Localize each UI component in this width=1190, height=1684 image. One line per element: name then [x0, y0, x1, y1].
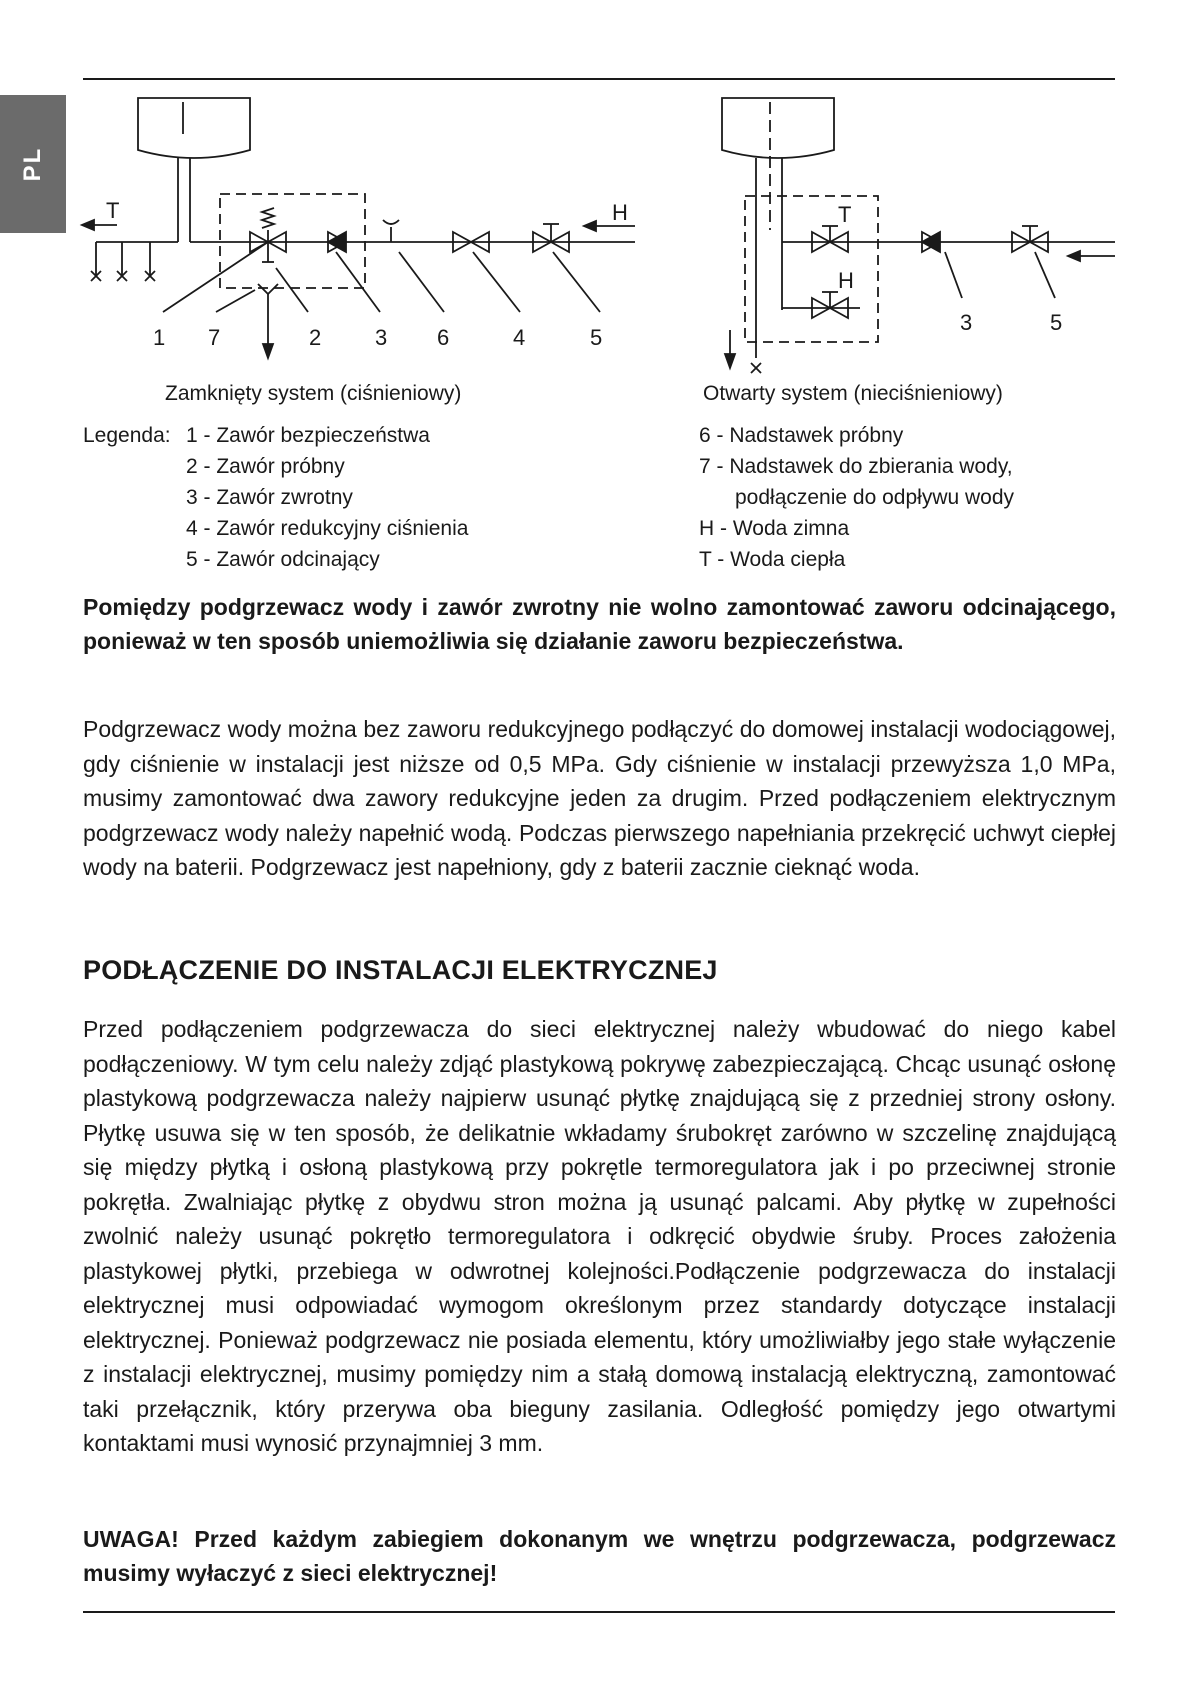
label-hot-left: T: [106, 198, 120, 223]
legend-title: Legenda:: [83, 424, 171, 447]
legend-right-column: [699, 420, 1014, 575]
warning-disconnect: UWAGA! Przed każdym zabiegiem dokonanym we wnętrzu podgrzewacza, podgrzewacz musimy wyłaczyć z sieci elektrycznej!: [83, 1526, 1116, 1586]
diagram-label-4: 4: [513, 325, 526, 350]
caption-closed-system: Zamknięty system (ciśnieniowy): [165, 382, 462, 405]
legend-item: 1 - Zawór bezpieczeństwa: [186, 424, 430, 447]
diagram-label-5: 5: [590, 325, 603, 350]
legend-item: 3 - Zawór zwrotny: [186, 486, 353, 509]
warning-check-valve: Pomiędzy podgrzewacz wody i zawór zwrotny nie wolno zamontować zaworu odcinającego, ponieważ w ten sposób uniemożliwia się działanie zaworu bezpieczeństwa.: [83, 594, 1116, 654]
paragraph-electrical-connection: Przed podłączeniem podgrzewacza do sieci elektrycznej należy wbudować do niego kabel podłączeniowy. W tym celu należy zdjąć plastykową pokrywę zabezpieczającą. Chcąc usunąć osłonę plastykową podgrzewacza należy najpierw usunąć płytkę znajdującą się z przedniej strony osłony. Płytkę usuwa się w ten sposób, że delikatnie wkładamy śrubokręt zarówno w szczelinę znajdującą się między płytką i osłoną plastykową przy pokrętle termoregulatora jak i po przeciwnej stronie pokrętła. Zwalniając płytkę z obydwu stron można ją usunąć palcami. Aby płytkę w zupełności zwolnić należy usunąć pokrętło termoregulatora i odkręcić obydwie śruby. Proces założenia plastykowej płytki, przebiega w odwrotnej kolejności.Podłączenie podgrzewacza do instalacji elektrycznej musi odpowiadać wymogom określonym przez standardy dotyczące instalacji elektrycznej. Ponieważ podgrzewacz nie posiada elementu, który umożliwiałby jego stałe wyłączenie z instalacji elektrycznej, musimy pomiędzy nim a stałą domową instalacją elektryczną, zamontować taki przełącznik, który przerywa oba bieguny zasilania. Odległość pomiędzy jego otwartymi kontaktami musi wynosić przynajmniej 3 mm.: [83, 1016, 1116, 1456]
legend-left-column: [186, 420, 468, 575]
legend-item: 2 - Zawór próbny: [186, 455, 345, 478]
legend-item: 5 - Zawór odcinający: [186, 548, 380, 571]
diagram-label-3-open: 3: [960, 310, 973, 335]
diagram-label-5-open: 5: [1050, 310, 1063, 335]
diagram-label-7: 7: [208, 325, 221, 350]
language-tab-label: PL: [19, 146, 46, 182]
diagram-label-6: 6: [437, 325, 450, 350]
legend-item: 6 - Nadstawek próbny: [699, 424, 904, 447]
bottom-rule: [83, 1611, 1115, 1613]
label-cold-left: H: [612, 200, 628, 225]
diagram-label-3: 3: [375, 325, 388, 350]
legend-item: H - Woda zimna: [699, 517, 850, 540]
heater-tank-left: [138, 98, 250, 158]
closed-system-diagram: [82, 98, 635, 358]
label-hot-right: T: [838, 202, 852, 227]
diagram-label-1: 1: [153, 325, 166, 350]
installation-diagram: [0, 80, 1190, 380]
legend-item: 7 - Nadstawek do zbierania wody,: [699, 455, 1013, 478]
heater-tank-right: [722, 98, 834, 158]
label-cold-right: H: [838, 268, 854, 293]
diagram-label-2: 2: [309, 325, 322, 350]
legend-item: T - Woda ciepła: [699, 548, 846, 571]
paragraph-water-connection: Podgrzewacz wody można bez zaworu redukcyjnego podłączyć do domowej instalacji wodociągowej, gdy ciśnienie w instalacji jest niższe od 0,5 MPa. Gdy ciśnienie w instalacji przewyższa 1,0 MPa, musimy zamontować dwa zawory redukcyjne jeden za drugim. Przed podłączeniem elektrycznym podgrzewacz wody należy napełnić wodą. Podczas pierwszego napełniania przekręcić uchwyt ciepłej wody na baterii. Podgrzewacz jest napełniony, gdy z baterii zacznie cieknąć woda.: [83, 716, 1116, 880]
legend-item: podłączenie do odpływu wody: [735, 486, 1015, 509]
check-valve: [328, 232, 346, 252]
section-heading: PODŁĄCZENIE DO INSTALACJI ELEKTRYCZNEJ: [83, 955, 718, 985]
caption-open-system: Otwarty system (nieciśnieniowy): [703, 382, 1003, 405]
legend-item: 4 - Zawór redukcyjny ciśnienia: [186, 517, 469, 540]
